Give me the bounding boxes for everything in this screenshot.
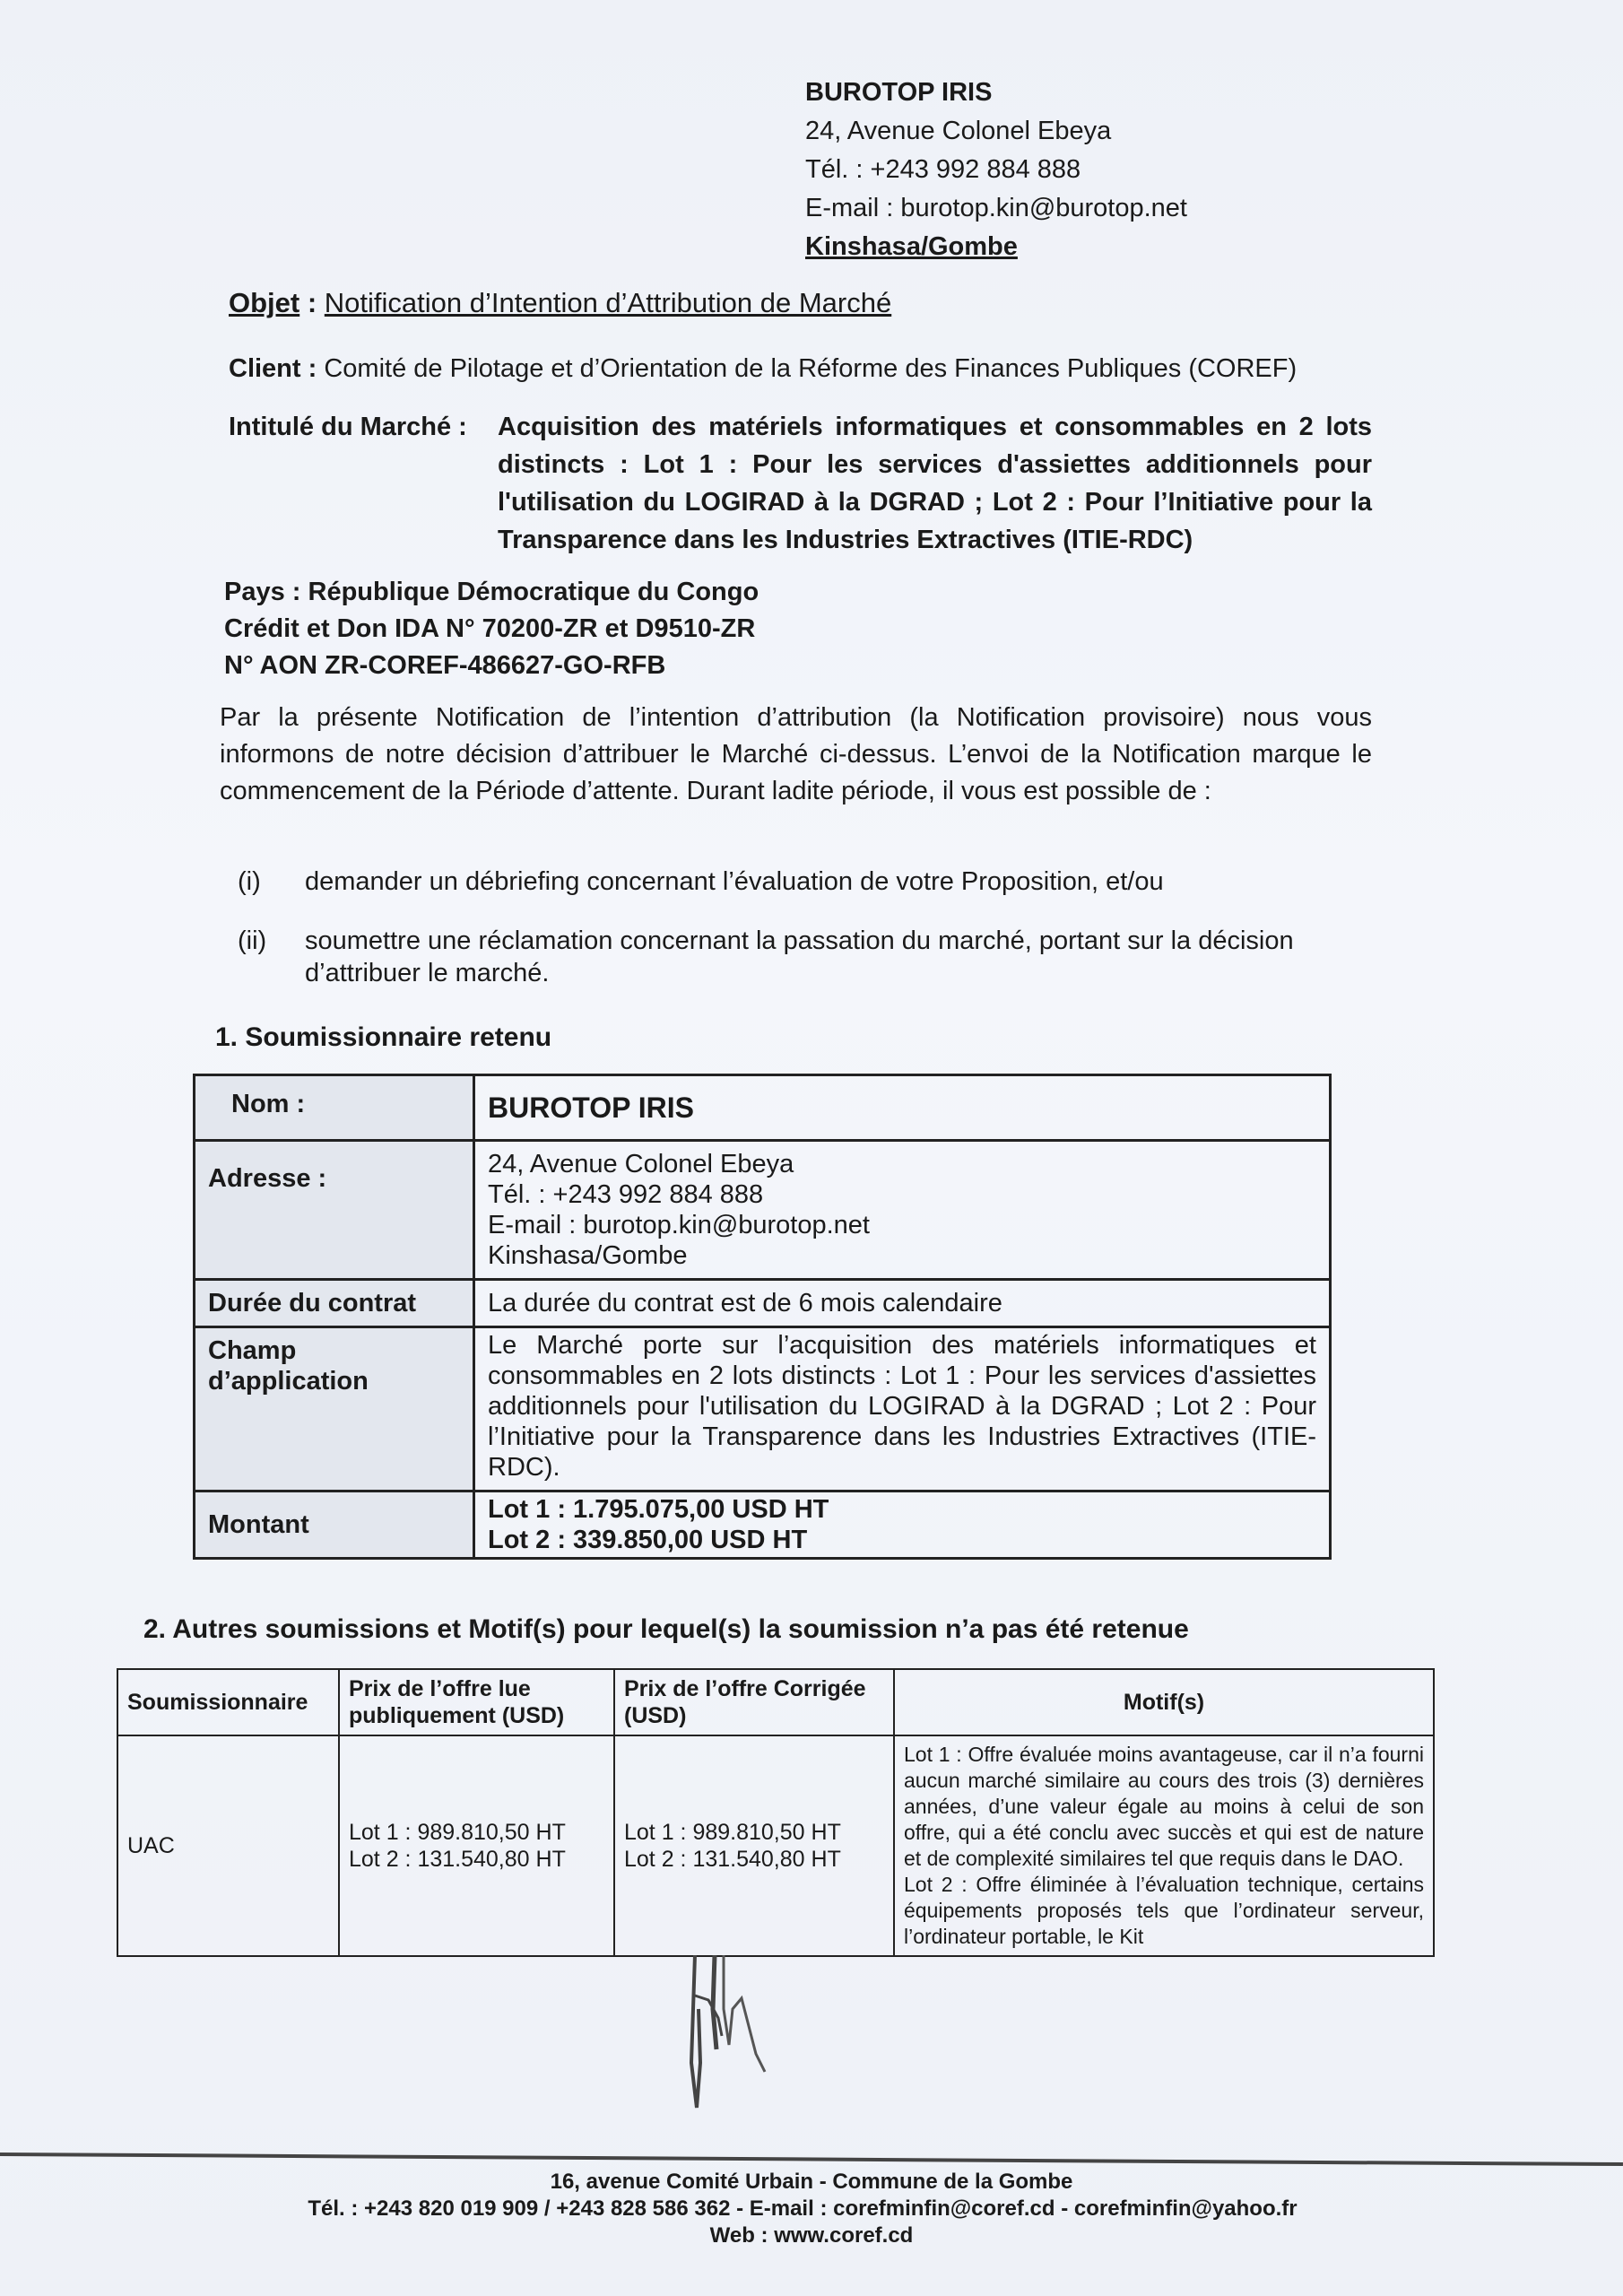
credit-line: Crédit et Don IDA N° 70200-ZR et D9510-ZR xyxy=(224,614,756,643)
adresse-line: 24, Avenue Colonel Ebeya xyxy=(488,1150,794,1178)
montant-lot2: Lot 2 : 339.850,00 USD HT xyxy=(488,1526,808,1554)
list-item-number: (i) xyxy=(238,867,261,896)
recipient-city: Kinshasa/Gombe xyxy=(805,232,1018,261)
country-line: Pays : République Démocratique du Congo xyxy=(224,578,759,606)
bid-price-read xyxy=(339,1735,614,1956)
footer xyxy=(0,2169,1623,2249)
subject-separator: : xyxy=(299,287,325,318)
footer-address: 16, avenue Comité Urbain - Commune de la Gombe xyxy=(550,2170,1073,2194)
list-item-number: (ii) xyxy=(238,926,267,955)
intro-paragraph: Par la présente Notification de l’intention d’attribution (la Notification provisoire) nous vous informons de notre décision d’attribuer le Marché ci-dessus. L’envoi de la Notification marque le commencement de la Période d’attente. Durant ladite période, il vous est possible de : xyxy=(220,703,1372,805)
table-row xyxy=(195,1327,1331,1492)
header-prix-lu: Prix de l’offre lue publiquement (USD) xyxy=(339,1669,614,1735)
recipient-address-block xyxy=(805,74,1187,266)
table-row xyxy=(195,1141,1331,1280)
adresse-line: E-mail : burotop.kin@burotop.net xyxy=(488,1211,870,1239)
table-row xyxy=(195,1075,1331,1141)
reason-lot1: Lot 1 : Offre évaluée moins avantageuse, car il n’a fourni aucun marché similaire au cours des trois (3) dernières années, d’une valeur égale au moins à celui de son offre, qui a été conclu avec succès et qui est de nature et de complexité similaires tel que requis dans le DAO. xyxy=(904,1743,1424,1870)
header-prix-corrige: Prix de l’offre Corrigée (USD) xyxy=(614,1669,894,1735)
section2-heading: 2. Autres soumissions et Motif(s) pour lequel(s) la soumission n’a pas été retenue xyxy=(143,1614,1189,1644)
montant-label: Montant xyxy=(195,1492,474,1559)
recipient-address: 24, Avenue Colonel Ebeya xyxy=(805,117,1112,145)
list-item-text: soumettre une réclamation concernant la passation du marché, portant sur la décision d’attribuer le marché. xyxy=(305,926,1294,987)
bid-price-read-lot1: Lot 1 : 989.810,50 HT xyxy=(349,1820,566,1845)
recipient-email: E-mail : burotop.kin@burotop.net xyxy=(805,194,1187,222)
aon-line: N° AON ZR-COREF-486627-GO-RFB xyxy=(224,651,666,680)
header-soumissionnaire: Soumissionnaire xyxy=(117,1669,339,1735)
contract-title-value: Acquisition des matériels informatiques et consommables en 2 lots distincts : Lot 1 : Pour les services d'assiettes additionnels pour l'utilisation du LOGIRAD à la DGRAD ; Lot 2 : Pour l’Initiative pour la Transparence dans les Industries Extractives (ITIE-RDC) xyxy=(498,413,1372,554)
montant-value xyxy=(474,1492,1331,1559)
subject-value: Notification d’Intention d’Attribution de Marché xyxy=(324,287,892,318)
section1-heading: 1. Soumissionnaire retenu xyxy=(215,1022,552,1052)
header-motifs: Motif(s) xyxy=(894,1669,1434,1735)
footer-divider xyxy=(0,2152,1623,2166)
table-row xyxy=(117,1735,1434,1956)
bid-price-read-lot2: Lot 2 : 131.540,80 HT xyxy=(349,1847,566,1872)
recipient-phone: Tél. : +243 992 884 888 xyxy=(805,155,1081,184)
client-line xyxy=(229,354,1376,384)
footer-web: Web : www.coref.cd xyxy=(709,2223,914,2248)
contract-references xyxy=(224,574,759,684)
reason-lot2: Lot 2 : Offre éliminée à l’évaluation technique, certains équipements proposés tels que l’ordinateur serveur, l’ordinateur portable, le Kit xyxy=(904,1873,1424,1948)
bid-price-corrected xyxy=(614,1735,894,1956)
footer-contact: Tél. : +243 820 019 909 / +243 828 586 362 - E-mail : corefminfin@coref.cd - corefminfin@yahoo.fr xyxy=(308,2196,1298,2221)
adresse-value xyxy=(474,1141,1331,1280)
adresse-label: Adresse : xyxy=(195,1141,474,1280)
signature-icon xyxy=(668,1955,785,2117)
contract-title-label: Intitulé du Marché : xyxy=(229,413,467,441)
bidder-name: UAC xyxy=(117,1735,339,1956)
duree-label: Durée du contrat xyxy=(195,1280,474,1327)
winning-bidder-table xyxy=(193,1074,1332,1560)
other-bids-table xyxy=(117,1668,1435,1957)
recipient-name: BUROTOP IRIS xyxy=(805,78,993,107)
client-value: Comité de Pilotage et d’Orientation de la Réforme des Finances Publiques (COREF) xyxy=(324,354,1298,383)
subject-line xyxy=(229,287,891,319)
list-item xyxy=(238,865,1314,898)
subject-label: Objet xyxy=(229,287,300,318)
options-list xyxy=(238,865,1314,1016)
nom-value: BUROTOP IRIS xyxy=(474,1075,1331,1141)
duree-value: La durée du contrat est de 6 mois calendaire xyxy=(474,1280,1331,1327)
nom-label: Nom : xyxy=(195,1075,474,1141)
table-row xyxy=(195,1280,1331,1327)
table-header-row xyxy=(117,1669,1434,1735)
adresse-line: Kinshasa/Gombe xyxy=(488,1241,688,1270)
list-item-text: demander un débriefing concernant l’évaluation de votre Proposition, et/ou xyxy=(305,867,1164,896)
client-label: Client : xyxy=(229,354,325,383)
bid-price-corrected-lot1: Lot 1 : 989.810,50 HT xyxy=(624,1820,841,1845)
adresse-line: Tél. : +243 992 884 888 xyxy=(488,1180,764,1209)
contract-title xyxy=(229,408,1376,559)
champ-value: Le Marché porte sur l’acquisition des matériels informatiques et consommables en 2 lots distincts : Lot 1 : Pour les services d'assiettes additionnels pour l'utilisation du LOGIRAD à la DGRAD ; Lot 2 : Pour l’Initiative pour la Transparence dans les Industries Extractives (ITIE-RDC). xyxy=(474,1327,1331,1492)
table-row xyxy=(195,1492,1331,1559)
list-item xyxy=(238,925,1314,989)
montant-lot1: Lot 1 : 1.795.075,00 USD HT xyxy=(488,1495,829,1524)
champ-label: Champ d’application xyxy=(195,1327,474,1492)
bid-rejection-reasons xyxy=(894,1735,1434,1956)
bid-price-corrected-lot2: Lot 2 : 131.540,80 HT xyxy=(624,1847,841,1872)
